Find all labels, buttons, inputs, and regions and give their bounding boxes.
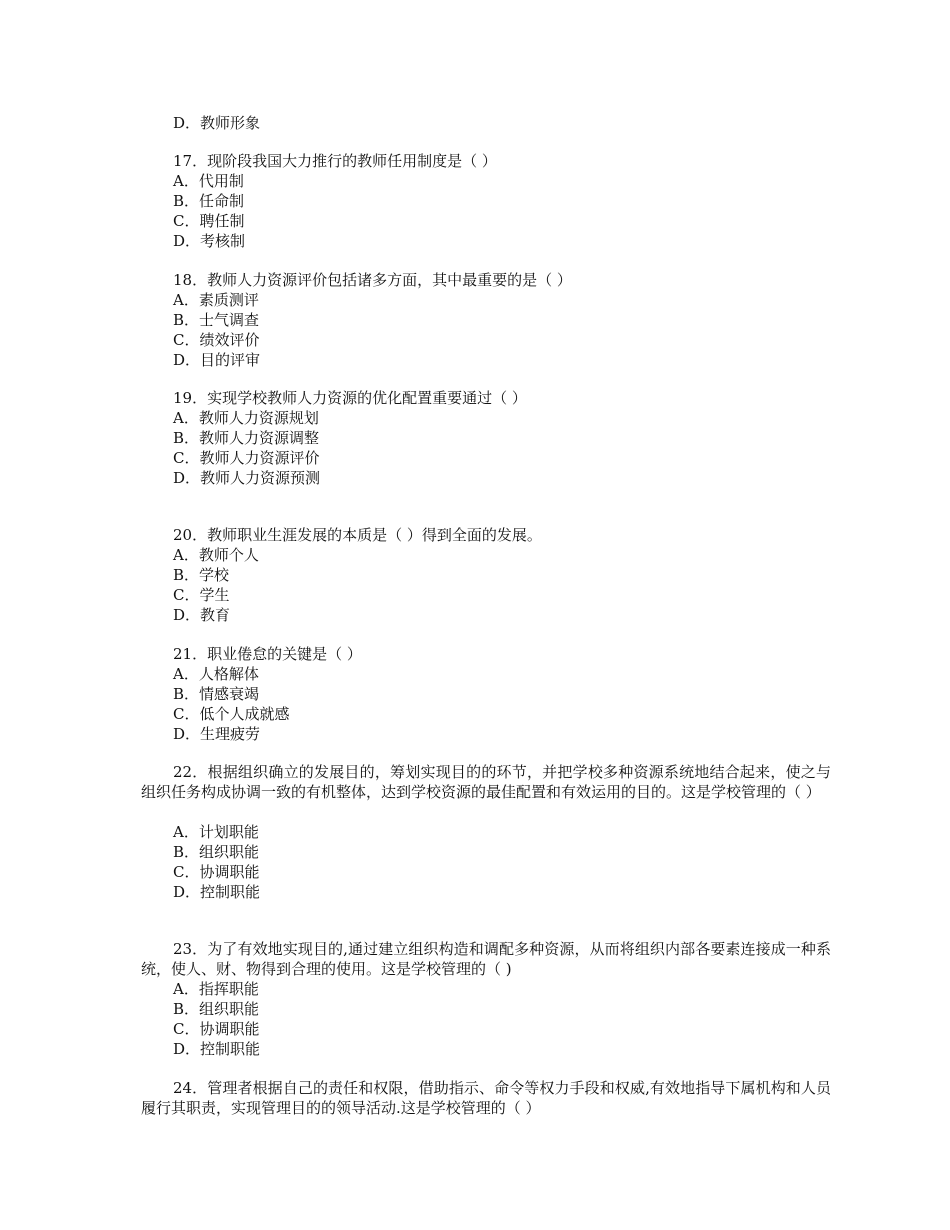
q17-option-d: D．考核制	[173, 232, 246, 250]
q23-option-d: D．控制职能	[173, 1040, 261, 1058]
q19-option-a: A．教师人力资源规划	[173, 409, 319, 427]
q21-option-c: C．低个人成就感	[173, 705, 290, 723]
q19-option-b: B．教师人力资源调整	[173, 429, 320, 447]
q16-option-d: D．教师形象	[173, 114, 261, 132]
q23-option-c: C．协调职能	[173, 1020, 260, 1038]
q22-option-b: B．组织职能	[173, 843, 260, 861]
q23-option-a: A．指挥职能	[173, 980, 259, 998]
q24-stem: 24．管理者根据自己的责任和权限，借助指示、命令等权力手段和权威,有效地指导下属机构和人员履行其职责，实现管理目的的领导活动.这是学校管理的（ ）	[141, 1079, 831, 1117]
q21-option-d: D．生理疲劳	[173, 725, 261, 743]
q20-option-c: C．学生	[173, 586, 230, 604]
q23-option-b: B．组织职能	[173, 1000, 260, 1018]
q17-stem: 17．现阶段我国大力推行的教师任用制度是（ ）	[173, 152, 497, 170]
q17-option-b: B．任命制	[173, 192, 245, 210]
q18-option-c: C．绩效评价	[173, 331, 260, 349]
q20-option-d: D．教育	[173, 606, 231, 624]
q18-option-a: A．素质测评	[173, 291, 259, 309]
q17-option-a: A．代用制	[173, 172, 244, 190]
q19-stem: 19．实现学校教师人力资源的优化配置重要通过（ ）	[173, 389, 527, 407]
q19-option-d: D．教师人力资源预测	[173, 469, 321, 487]
q21-stem: 21．职业倦怠的关键是（ ）	[173, 645, 362, 663]
q22-option-c: C．协调职能	[173, 863, 260, 881]
q20-option-b: B．学校	[173, 566, 230, 584]
q18-option-b: B．士气调查	[173, 311, 260, 329]
q19-option-c: C．教师人力资源评价	[173, 449, 320, 467]
q21-option-a: A．人格解体	[173, 665, 259, 683]
q22-stem: 22．根据组织确立的发展目的，筹划实现目的的环节，并把学校多种资源系统地结合起来，使之与组织任务构成协调一致的有机整体，达到学校资源的最佳配置和有效运用的目的。这是学校管理的（ ）	[141, 763, 831, 801]
q22-option-a: A．计划职能	[173, 823, 259, 841]
q22-option-d: D．控制职能	[173, 883, 261, 901]
q20-stem: 20．教师职业生涯发展的本质是（ ）得到全面的发展。	[173, 526, 542, 544]
q18-option-d: D．目的评审	[173, 351, 261, 369]
q17-option-c: C．聘任制	[173, 212, 245, 230]
q18-stem: 18．教师人力资源评价包括诸多方面，其中最重要的是（ ）	[173, 271, 572, 289]
q21-option-b: B．情感衰竭	[173, 685, 260, 703]
q20-option-a: A．教师个人	[173, 546, 259, 564]
q23-stem: 23．为了有效地实现目的,通过建立组织构造和调配多种资源，从而将组织内部各要素连接成一种系统，使人、财、物得到合理的使用。这是学校管理的（ )	[141, 940, 831, 978]
